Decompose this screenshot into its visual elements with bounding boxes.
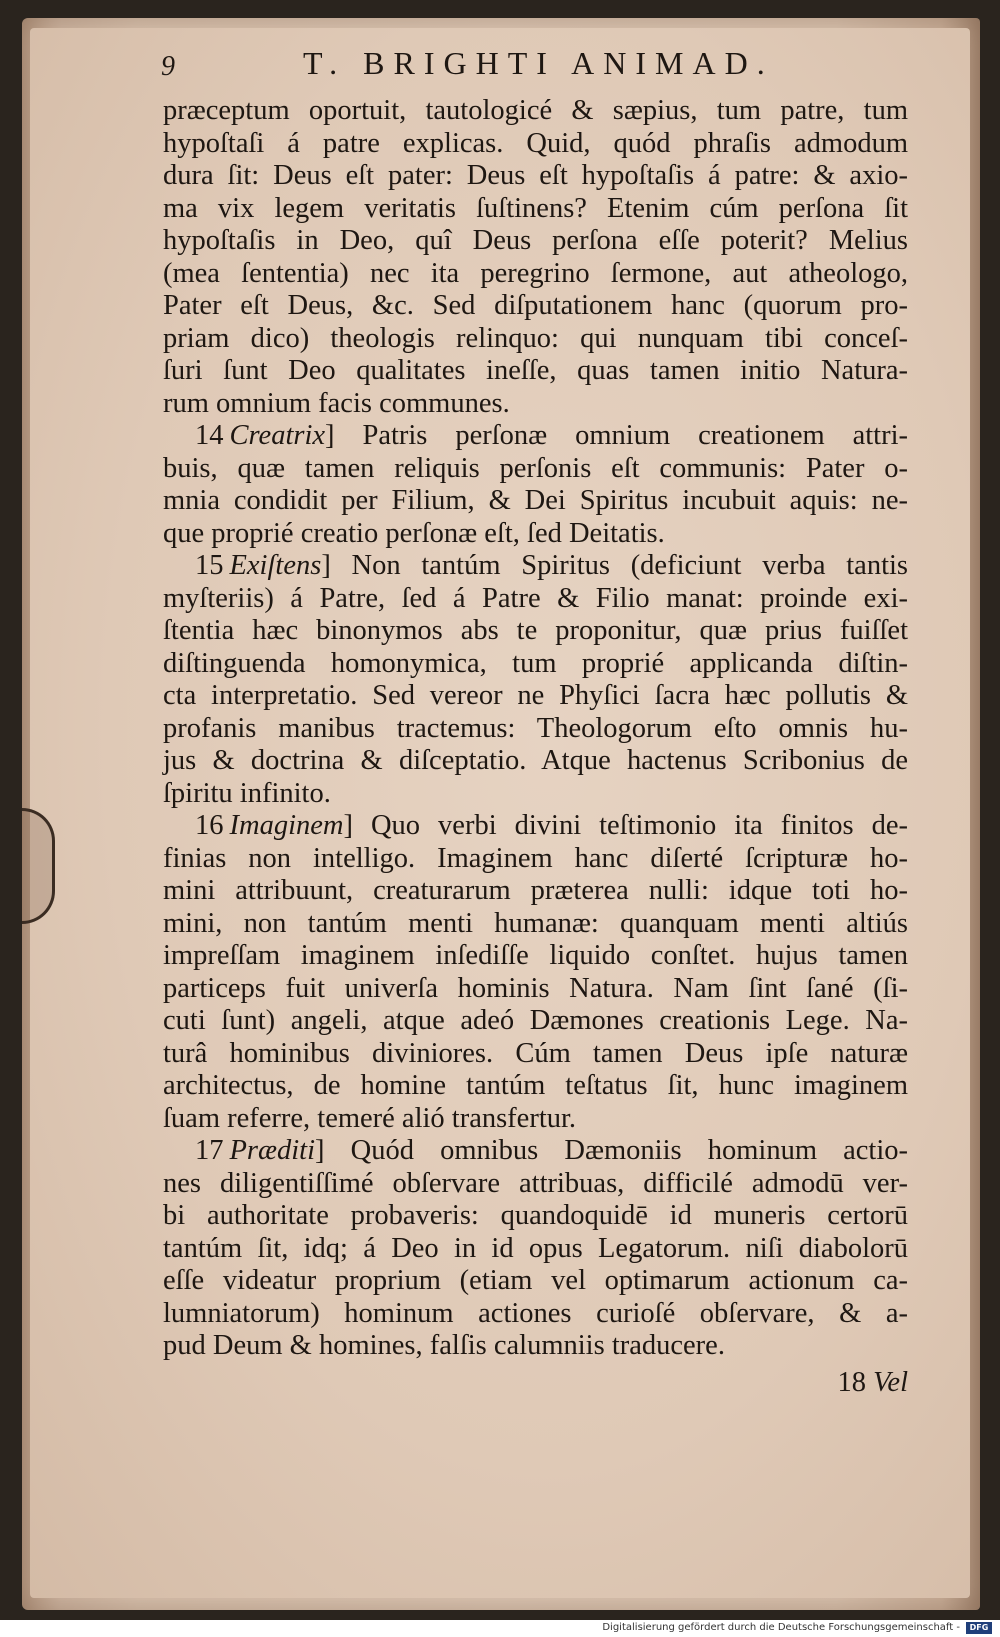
note-17	[163, 1135, 908, 1363]
text-line: bi authoritate probaveris: quandoquidē id muneris certorū	[163, 1200, 908, 1231]
text-line: ſuam referre, temeré alió transfertur.	[163, 1102, 577, 1134]
note-number: 14	[195, 420, 224, 451]
paragraph-continuation	[163, 95, 908, 420]
text-line: mini, non tantúm menti humanæ: quanquam menti altiús	[163, 907, 908, 939]
text-line: particeps fuit univerſa hominis Natura. Nam ſint ſané (ſi-	[163, 972, 908, 1004]
catchword-word: Vel	[873, 1366, 908, 1398]
dfg-logo: DFG	[966, 1622, 992, 1634]
note-text: ] Quód omnibus Dæmoniis hominum actio-	[315, 1135, 908, 1166]
text-line: ſuri ſunt Deo qualitates ineſſe, quas tamen initio Natura-	[163, 355, 908, 386]
text-line: lumniatorum) hominum actiones curioſé obſervare, & a-	[163, 1297, 908, 1329]
text-line: cta interpretatio. Sed vereor ne Phyſici ſacra hæc pollutis &	[163, 680, 908, 711]
text-line: ma vix legem veritatis ſuſtinens? Etenim cúm perſona ſit	[163, 192, 908, 224]
note-lemma: Exiſtens	[229, 550, 322, 581]
text-block	[163, 45, 908, 1401]
note-first-line	[163, 420, 908, 453]
text-line: impreſſam imaginem inſediſſe liquido conſtet. hujus tamen	[163, 940, 908, 971]
note-text: ] Patris perſonæ omnium creationem attri-	[325, 420, 908, 451]
note-lemma: Præditi	[229, 1135, 316, 1166]
text-line: finias non intelligo. Imaginem hanc diſerté ſcripturæ ho-	[163, 842, 908, 874]
book-clasp	[22, 808, 55, 924]
text-line: rum omnium facis communes.	[163, 387, 510, 419]
text-line: (mea ſententia) nec ita peregrino ſermone, aut atheologo,	[163, 257, 908, 289]
note-lemma: Imaginem	[229, 810, 344, 841]
text-line: que proprié creatio perſonæ eſt, ſed Deitatis.	[163, 517, 665, 549]
text-line: priam dico) theologis relinquo: qui nunquam tibi conceſ-	[163, 322, 908, 354]
page-header	[163, 45, 908, 95]
text-line: dura ſit: Deus eſt pater: Deus eſt hypoſtaſis á patre: & axio-	[163, 160, 908, 191]
text-line: hypoſtaſis in Deo, quî Deus perſona eſſe poterit? Melius	[163, 225, 908, 256]
catchword	[163, 1365, 908, 1401]
note-first-line	[163, 550, 908, 583]
note-number: 17	[195, 1135, 224, 1166]
text-line: buis, quæ tamen reliquis perſonis eſt communis: Pater o-	[163, 452, 908, 484]
note-first-line	[163, 810, 908, 843]
text-line: mnia condidit per Filium, & Dei Spiritus incubuit aquis: ne-	[163, 485, 908, 516]
funding-note: Digitalisierung gefördert durch die Deutsche Forschungsgemeinschaft -	[602, 1622, 960, 1633]
text-line: nes diligentiſſimé obſervare attribuas, difficilé admodū ver-	[163, 1167, 908, 1199]
note-first-line	[163, 1135, 908, 1168]
text-line: ſtentia hæc binonymos abs te proponitur, quæ prius fuiſſet	[163, 615, 908, 646]
running-title: T. BRIGHTI ANIMAD.	[303, 45, 774, 81]
note-14	[163, 420, 908, 550]
text-line: Pater eſt Deus, &c. Sed diſputationem hanc (quorum pro-	[163, 290, 908, 321]
text-line: hypoſtaſi á patre explicas. Quid, quód phraſis admodum	[163, 127, 908, 159]
text-line: diſtinguenda homonymica, tum proprié applicanda diſtin-	[163, 647, 908, 679]
text-line: architectus, de homine tantúm teſtatus ſit, hunc imaginem	[163, 1070, 908, 1101]
text-line: jus & doctrina & diſceptatio. Atque hactenus Scribonius de	[163, 745, 908, 776]
text-line: mini attribuunt, creaturarum præterea nulli: idque toti ho-	[163, 875, 908, 906]
text-line: pud Deum & homines, falſis calumniis traducere.	[163, 1330, 725, 1361]
text-line: profanis manibus tractemus: Theologorum eſto omnis hu-	[163, 712, 908, 744]
catchword-number: 18	[837, 1366, 867, 1398]
text-line: turâ hominibus diviniores. Cúm tamen Deus ipſe naturæ	[163, 1037, 908, 1069]
note-text: ] Quo verbi divini teſtimonio ita finitos de-	[343, 810, 908, 841]
page-number: 9	[161, 51, 175, 82]
note-lemma: Creatrix	[229, 420, 326, 451]
note-text: ] Non tantúm Spiritus (deficiunt verba tantis	[321, 550, 908, 581]
text-line: præceptum oportuit, tautologicé & sæpius, tum patre, tum	[163, 95, 908, 126]
text-line: eſſe videatur proprium (etiam vel optimarum actionum ca-	[163, 1265, 908, 1296]
note-number: 15	[195, 550, 224, 581]
text-line: cuti ſunt) angeli, atque adeó Dæmones creationis Lege. Na-	[163, 1005, 908, 1036]
note-15	[163, 550, 908, 810]
text-line: tantúm ſit, idq; á Deo in id opus Legatorum. niſi diabolorū	[163, 1232, 908, 1264]
text-line: myſteriis) á Patre, ſed á Patre & Filio manat: proinde exi-	[163, 582, 908, 614]
note-number: 16	[195, 810, 224, 841]
text-line: ſpiritu infinito.	[163, 777, 331, 809]
note-16	[163, 810, 908, 1135]
